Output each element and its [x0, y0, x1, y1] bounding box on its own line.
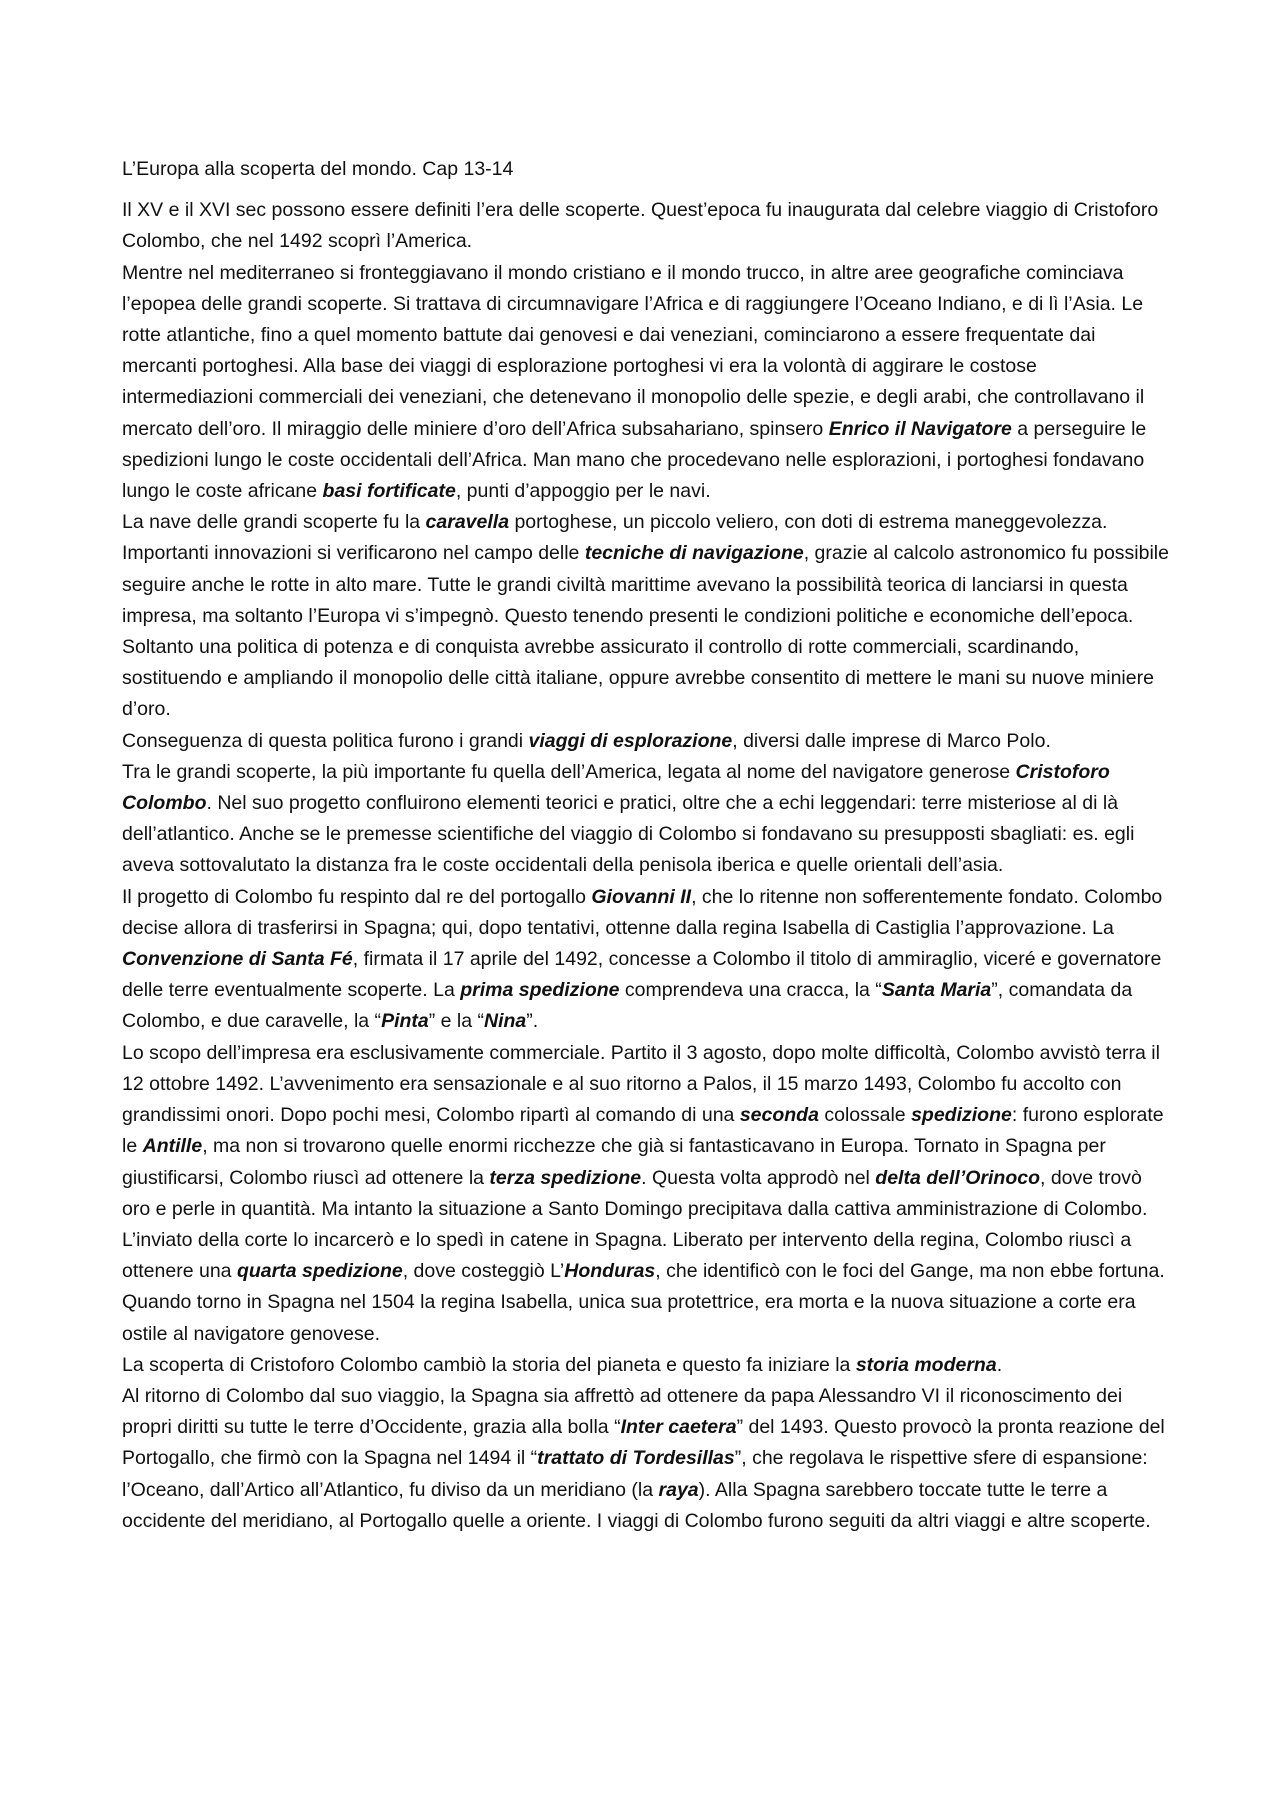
- body-text: , ma non si trovarono quelle enormi ricchezze che già si fantasticavano in Europa. Tornato in Spagna per giustificarsi, Colombo riuscì ad ottenere la: [122, 1135, 1106, 1189]
- emphasized-term: viaggi di esplorazione: [528, 729, 733, 752]
- body-text: ). Alla Spagna sarebbero toccate tutte le terre a occidente del meridiano, al Portogallo quelle a oriente. I viaggi di Colombo furono seguiti da altri viaggi e altre scoperte.: [122, 1478, 1151, 1532]
- document-content: [122, 154, 1172, 1537]
- emphasized-term: Cristoforo Colombo: [122, 760, 1110, 815]
- emphasized-term: Pinta: [381, 1010, 429, 1033]
- body-text: a perseguire le spedizioni lungo le coste occidentali dell’Africa. Man mano che procedevano nelle esplorazioni, i portoghesi fondavano lungo le coste africane: [122, 417, 1147, 503]
- body-text: ” del 1493. Questo provocò la pronta reazione del Portogallo, che firmò con la Spagna nel 1494 il “: [122, 1416, 1165, 1470]
- document-body: [122, 195, 1172, 1537]
- emphasized-term: Antille: [142, 1135, 203, 1158]
- body-text: Il XV e il XVI sec possono essere definiti l’era delle scoperte. Quest’epoca fu inaugurata dal celebre viaggio di Cristoforo Colombo, che nel 1492 scoprì l’America. Mentre nel mediterraneo si fronteggiavano il mondo cristiano e il mondo trucco, in altre aree geografiche cominciava l’epopea delle grandi scoperte. Si trattava di circumnavigare l’Africa e di raggiungere l’Oceano Indiano, e di lì l’Asia. Le rotte atlantiche, fino a quel momento battute dai genovesi e dai veneziani, cominciarono a essere frequentate dai mercanti portoghesi. Alla base dei viaggi di esplorazione portoghesi vi era la volontà di aggirare le costose intermediazioni commerciali dei veneziani, che detenevano il monopolio delle spezie, e degli arabi, che controllavano il mercato dell’oro. Il miraggio delle miniere d’oro dell’Africa subsahariano, spinsero: [122, 199, 1159, 440]
- emphasized-term: Santa Maria: [881, 979, 992, 1002]
- body-text: . Al ritorno di Colombo dal suo viaggio, la Spagna sia affrettò ad ottenere da papa Alessandro VI il riconoscimento dei propri diritti su tutte le terre d’Occidente, grazia alla bolla “: [122, 1353, 1123, 1439]
- emphasized-term: Nina: [484, 1010, 527, 1033]
- body-text: : furono esplorate le: [122, 1104, 1164, 1158]
- emphasized-term: Honduras: [564, 1260, 656, 1283]
- emphasized-term: tecniche di navigazione: [584, 542, 804, 565]
- body-text: comprendeva una cracca, la “: [619, 979, 882, 1002]
- emphasized-term: quarta spedizione: [236, 1260, 403, 1283]
- body-text: , che identificò con le foci del Gange, ma non ebbe fortuna. Quando torno in Spagna nel 1504 la regina Isabella, unica sua protettrice, era morta e la nuova situazione a corte era ostile al navigatore genovese. La scoperta di Cristoforo Colombo cambiò la storia del pianeta e questo fa iniziare la: [122, 1260, 1165, 1376]
- emphasized-term: seconda: [739, 1104, 819, 1127]
- emphasized-term: storia moderna: [855, 1353, 997, 1376]
- body-text: ” e la “: [428, 1010, 485, 1033]
- body-text: , firmata il 17 aprile del 1492, concesse a Colombo il titolo di ammiraglio, viceré e governatore delle terre eventualmente scoperte. La: [122, 948, 1162, 1002]
- emphasized-term: Inter caetera: [620, 1416, 737, 1439]
- body-text: , dove trovò oro e perle in quantità. Ma intanto la situazione a Santo Domingo precipitava dalla cattiva amministrazione di Colombo. L’inviato della corte lo incarcerò e lo spedì in catene in Spagna. Liberato per intervento della regina, Colombo riuscì a ottenere una: [122, 1166, 1148, 1283]
- emphasized-term: caravella: [425, 511, 510, 534]
- body-text: ”. Lo scopo dell’impresa era esclusivamente commerciale. Partito il 3 agosto, dopo molte difficoltà, Colombo avvistò terra il 12 ottobre 1492. L’avvenimento era sensazionale e al suo ritorno a Palos, il 15 marzo 1493, Colombo fu accolto con grandissimi onori. Dopo pochi mesi, Colombo ripartì al comando di una: [122, 1010, 1160, 1127]
- emphasized-term: Giovanni II: [591, 885, 692, 908]
- body-text: ”, che regolava le rispettive sfere di espansione: l’Oceano, dall’Artico all’Atlantico, fu diviso da un meridiano (la: [122, 1447, 1148, 1501]
- emphasized-term: basi fortificate: [322, 480, 456, 503]
- emphasized-term: spedizione: [911, 1104, 1012, 1127]
- body-text: portoghese, un piccolo veliero, con doti di estrema maneggevolezza. Importanti innovazioni si verificarono nel campo delle: [122, 511, 1108, 565]
- emphasized-term: raya: [658, 1478, 699, 1501]
- body-text: . Nel suo progetto confluirono elementi teorici e pratici, oltre che a echi leggendari: terre misteriose al di là dell’atlantico. Anche se le premesse scientifiche del viaggio di Colombo si fondavano su presupposti sbagliati: es. egli aveva sottovalutato la distanza fra le coste occidentali della penisola iberica e quelle orientali dell’asia. Il progetto di Colombo fu respinto dal re del portogallo: [122, 792, 1135, 908]
- body-text: colossale: [818, 1104, 912, 1127]
- emphasized-term: trattato di Tordesillas: [537, 1447, 735, 1470]
- emphasized-term: Enrico il Navigatore: [828, 417, 1012, 440]
- body-text: , punti d’appoggio per le navi. La nave delle grandi scoperte fu la: [122, 480, 711, 534]
- body-text: , che lo ritenne non sofferentemente fondato. Colombo decise allora di trasferirsi in Spagna; qui, dopo tentativi, ottenne dalla regina Isabella di Castiglia l’approvazione. La: [122, 885, 1163, 939]
- body-text: , dove costeggiò L’: [402, 1260, 565, 1283]
- emphasized-term: terza spedizione: [489, 1166, 642, 1189]
- document-title: L’Europa alla scoperta del mondo. Cap 13-14: [122, 158, 514, 180]
- body-text: , grazie al calcolo astronomico fu possibile seguire anche le rotte in alto mare. Tutte le grandi civiltà marittime avevano la possibilità teorica di lanciarsi in questa impresa, ma soltanto l’Europa vi s’impegnò. Questo tenendo presenti le condizioni politiche e economiche dell’epoca. Soltanto una politica di potenza e di conquista avrebbe assicurato il controllo di rotte commerciali, scardinando, sostituendo e ampliando il monopolio delle città italiane, oppure avrebbe consentito di mettere le mani su nuove miniere d’oro. Conseguenza di questa politica furono i grandi: [122, 542, 1169, 752]
- emphasized-term: Convenzione di Santa Fé: [122, 948, 353, 971]
- body-text: , diversi dalle imprese di Marco Polo. Tra le grandi scoperte, la più importante fu quella dell’America, legata al nome del navigatore generose: [122, 729, 1051, 783]
- body-text: ”, comandata da Colombo, e due caravelle, la “: [122, 979, 1133, 1033]
- body-text: . Questa volta approdò nel: [641, 1166, 876, 1189]
- emphasized-term: delta dell’Orinoco: [875, 1166, 1040, 1189]
- emphasized-term: prima spedizione: [460, 979, 620, 1002]
